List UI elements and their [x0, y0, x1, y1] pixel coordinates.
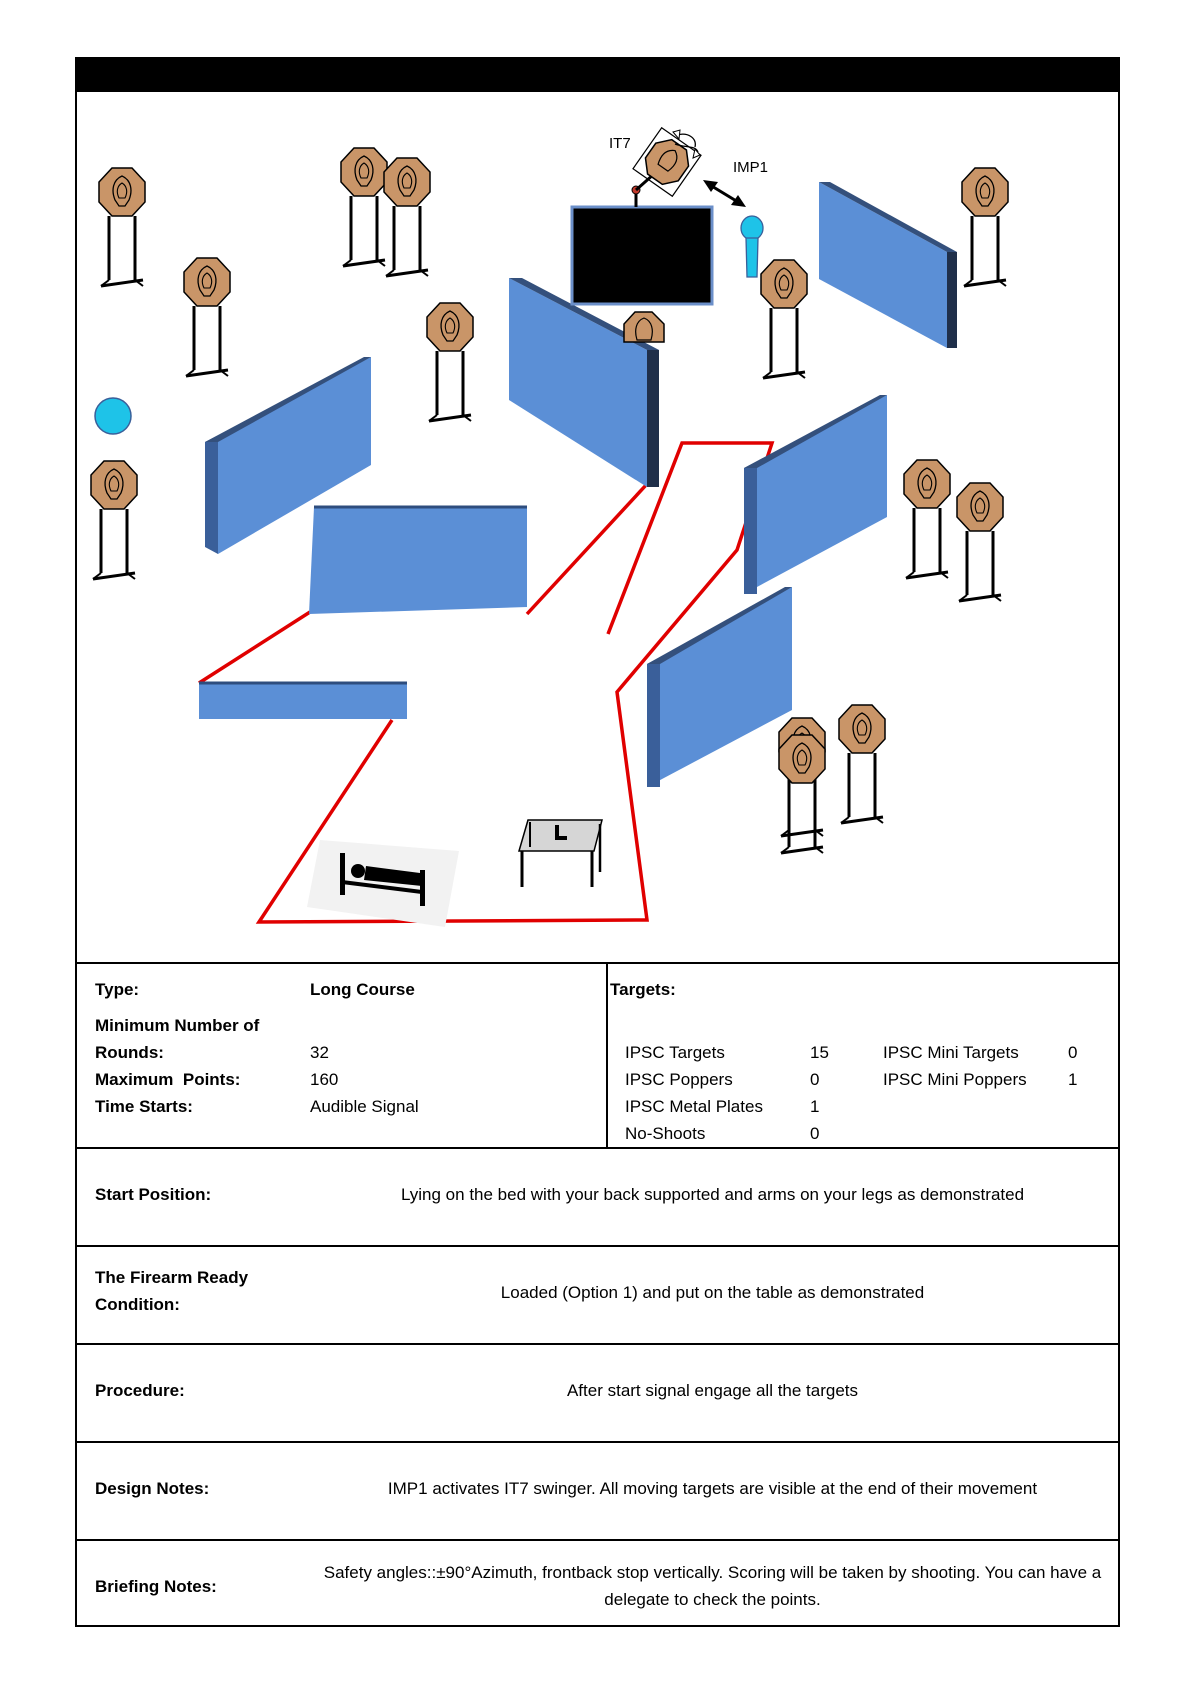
- design-notes-text: IMP1 activates IT7 swinger. All moving targets are visible at the end of their movement: [387, 1479, 1038, 1498]
- ipsc-target-icon: [184, 258, 230, 376]
- header-bar: [77, 59, 1118, 92]
- fault-line-middle: [527, 484, 647, 614]
- bed-icon: [307, 840, 459, 927]
- screen-wall: [572, 207, 712, 304]
- wall-lower-right: [647, 587, 792, 787]
- imp1-label: IMP1: [733, 159, 769, 176]
- fault-line-left: [199, 612, 310, 683]
- popper-icon: [741, 216, 763, 277]
- mini-target-count: 0: [1068, 1043, 1078, 1062]
- procedure-label: Procedure:: [95, 1381, 185, 1400]
- target-name: IPSC Targets: [625, 1043, 725, 1062]
- rounds-label-line1: Minimum Number of: [95, 1016, 260, 1035]
- ipsc-target-icon: [624, 312, 664, 342]
- ipsc-target-icon: [962, 168, 1008, 286]
- info-section: [77, 962, 1118, 1147]
- mini-target-count: 1: [1068, 1070, 1078, 1089]
- start-position-text: Lying on the bed with your back supported and arms on your legs as demonstrated: [400, 1185, 1025, 1204]
- start-position-row: [77, 1147, 1118, 1245]
- ipsc-target-icon: [904, 460, 950, 578]
- briefing-notes-label: Briefing Notes:: [95, 1577, 217, 1596]
- double-arrow-icon: [703, 180, 746, 207]
- ready-condition-row: [77, 1245, 1118, 1343]
- mini-target-name: IPSC Mini Targets: [883, 1043, 1019, 1062]
- ipsc-target-icon: [341, 148, 387, 266]
- it7-label: IT7: [609, 135, 631, 152]
- targets-label: Targets:: [610, 980, 676, 999]
- ipsc-target-icon: [99, 168, 145, 286]
- time-value: Audible Signal: [310, 1097, 419, 1116]
- points-label: Maximum Points:: [95, 1070, 241, 1089]
- procedure-text: After start signal engage all the targets: [566, 1381, 859, 1400]
- ipsc-target-icon: [761, 260, 807, 378]
- target-name: IPSC Poppers: [625, 1070, 733, 1089]
- metal-plate-icon: [95, 398, 131, 434]
- ipsc-target-icon: [91, 461, 137, 579]
- time-label: Time Starts:: [95, 1097, 193, 1116]
- wall-lower-left-low: [199, 683, 407, 719]
- procedure-row: [77, 1343, 1118, 1441]
- stage-diagram: [77, 92, 1118, 962]
- ipsc-target-icon: [839, 705, 885, 823]
- table-icon: [519, 820, 602, 887]
- swinger-target-icon: [632, 128, 701, 207]
- ipsc-target-icon: [957, 483, 1003, 601]
- wall-center-tall: [509, 278, 659, 487]
- ready-condition-text: Loaded (Option 1) and put on the table as demonstrated: [500, 1283, 925, 1302]
- design-notes-row: [77, 1441, 1118, 1539]
- type-value: Long Course: [310, 980, 415, 999]
- briefing-notes-row: [77, 1539, 1118, 1627]
- ready-condition-label-line2: Condition:: [95, 1295, 180, 1314]
- ipsc-target-icon: [384, 158, 430, 276]
- info-divider: [606, 964, 608, 1147]
- points-value: 160: [310, 1070, 339, 1089]
- target-count: 1: [810, 1097, 820, 1116]
- target-count: 0: [810, 1070, 820, 1089]
- target-count: 0: [810, 1124, 820, 1143]
- ready-condition-label-line1: The Firearm Ready: [95, 1268, 249, 1287]
- start-position-label: Start Position:: [95, 1185, 212, 1204]
- target-count: 15: [810, 1043, 829, 1062]
- design-notes-label: Design Notes:: [95, 1479, 210, 1498]
- wall-right-center: [744, 395, 887, 594]
- stage-sheet: [75, 57, 1120, 1627]
- wall-top-right: [819, 182, 957, 348]
- rounds-value: 32: [310, 1043, 329, 1062]
- type-label: Type:: [95, 980, 140, 999]
- target-name: No-Shoots: [625, 1124, 706, 1143]
- mini-target-name: IPSC Mini Poppers: [883, 1070, 1027, 1089]
- wall-center-front: [309, 507, 527, 614]
- ipsc-target-icon: [427, 303, 473, 421]
- rounds-label-line2: Rounds:: [95, 1043, 164, 1062]
- target-name: IPSC Metal Plates: [625, 1097, 763, 1116]
- briefing-notes-text: Safety angles::±90°Azimuth, frontback stop vertically. Scoring will be taken by shooting. You can have a delegate to check the points.: [323, 1563, 1102, 1609]
